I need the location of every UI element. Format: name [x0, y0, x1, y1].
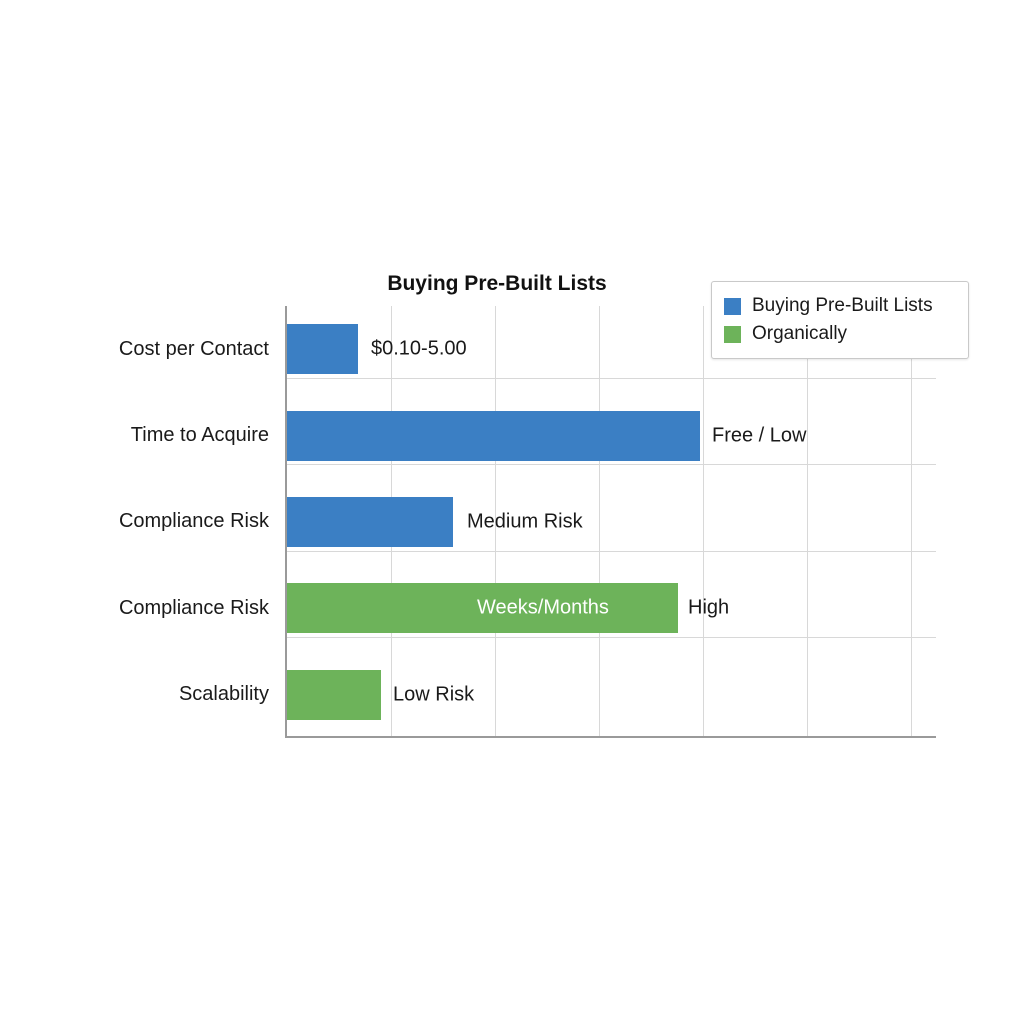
bar-segment[interactable]: [287, 670, 381, 720]
bar-extra-label: High: [688, 596, 730, 619]
y-axis-tick-label: Compliance Risk: [118, 510, 269, 533]
y-axis-tick-label: Time to Acquire: [130, 424, 269, 447]
legend-item[interactable]: [724, 292, 956, 320]
bar-segment[interactable]: [287, 324, 358, 374]
legend-swatch-icon: [724, 298, 741, 315]
bar-row: [118, 479, 936, 565]
y-axis-tick-label: Cost per Contact: [118, 337, 269, 360]
y-axis-tick-label: Scalability: [178, 683, 269, 706]
y-axis-tick-label: Compliance Risk: [118, 596, 269, 619]
bar-value-label: Low Risk: [393, 683, 475, 706]
legend-item-label: Organically: [752, 323, 848, 344]
legend-item[interactable]: [724, 320, 956, 348]
bar-value-label: Medium Risk: [467, 510, 583, 533]
bar-value-label: $0.10-5.00: [371, 337, 467, 360]
bar-segment[interactable]: [287, 497, 453, 547]
bar-row: [178, 652, 936, 738]
chart-legend: [711, 281, 969, 359]
bar-value-label: Weeks/Months: [477, 596, 609, 619]
legend-item-label: Buying Pre-Built Lists: [752, 295, 933, 316]
bar-row: [118, 565, 936, 651]
bar-segment[interactable]: [287, 411, 700, 461]
legend-swatch-icon: [724, 326, 741, 343]
plot-area: [118, 306, 936, 738]
bar-value-label: Free / Low: [712, 424, 807, 447]
chart-title: Buying Pre-Built Lists: [387, 272, 607, 295]
bar-row: [130, 392, 936, 478]
